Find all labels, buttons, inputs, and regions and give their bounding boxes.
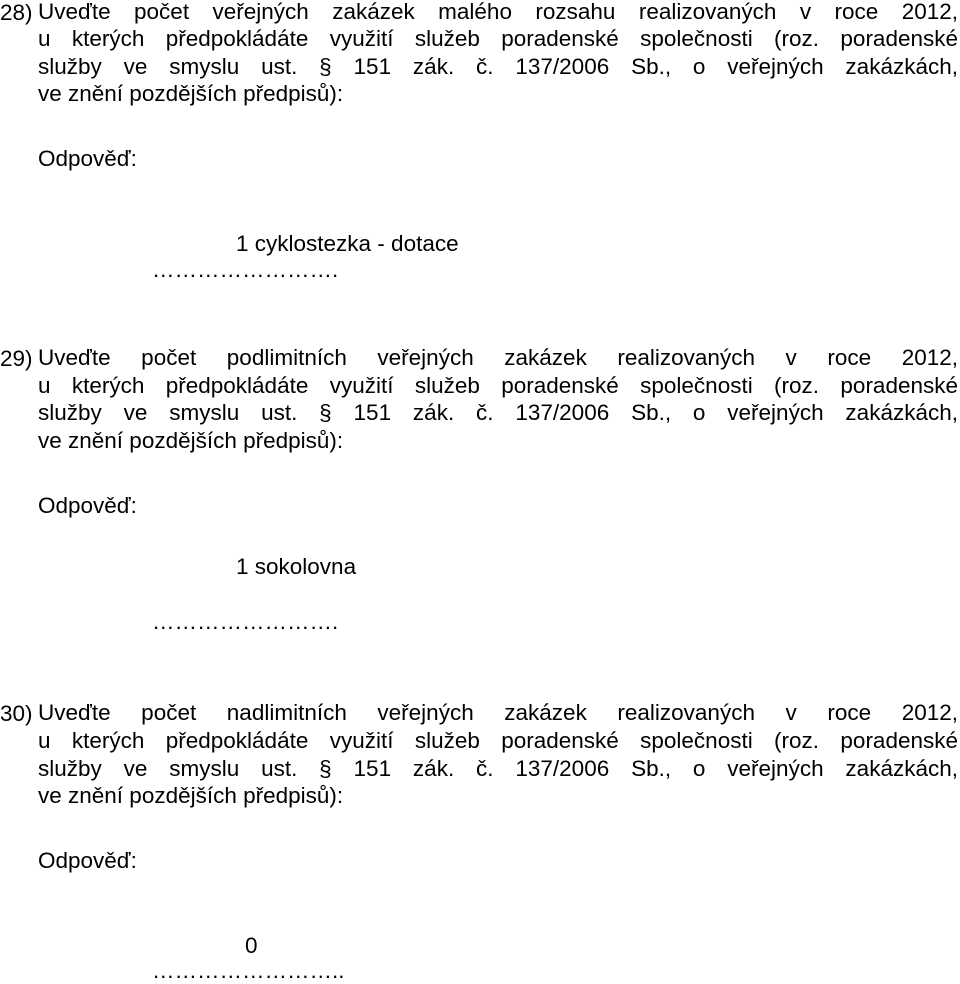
answer-label: Odpověď: xyxy=(38,146,137,171)
question-text-line: služby ve smyslu ust. § 151 zák. č. 137/2006 Sb., o veřejných zakázkách, xyxy=(38,54,958,79)
answer-value: 1 cyklostezka - dotace xyxy=(236,231,459,256)
answer-label: Odpověď: xyxy=(38,493,137,518)
question-text-line: Uveďte počet veřejných zakázek malého rozsahu realizovaných v roce 2012, xyxy=(38,0,958,24)
answer-value: 1 sokolovna xyxy=(236,554,357,579)
question-text-line: služby ve smyslu ust. § 151 zák. č. 137/2006 Sb., o veřejných zakázkách, xyxy=(38,756,958,781)
question-text-line: Uveďte počet podlimitních veřejných zakázek realizovaných v roce 2012, xyxy=(38,345,958,370)
question-text-line: ve znění pozdějších předpisů): xyxy=(38,81,344,106)
question-text-line: služby ve smyslu ust. § 151 zák. č. 137/2006 Sb., o veřejných zakázkách, xyxy=(38,400,958,425)
answer-dots: …………………….. xyxy=(152,958,345,983)
question-text-line: u kterých předpokládáte využití služeb poradenské společnosti (roz. poradenské xyxy=(38,26,958,51)
question-text-line: ve znění pozdějších předpisů): xyxy=(38,428,344,453)
answer-label: Odpověď: xyxy=(38,848,137,873)
answer-value: 0 xyxy=(245,933,258,958)
question-text-line: Uveďte počet nadlimitních veřejných zakázek realizovaných v roce 2012, xyxy=(38,700,958,725)
question-number: 30) xyxy=(0,701,33,726)
question-text-line: u kterých předpokládáte využití služeb poradenské společnosti (roz. poradenské xyxy=(38,373,958,398)
answer-dots: ……………………. xyxy=(152,257,339,282)
question-text-line: ve znění pozdějších předpisů): xyxy=(38,783,344,808)
answer-dots: ……………………. xyxy=(152,609,339,634)
question-number: 28) xyxy=(0,0,33,25)
question-number: 29) xyxy=(0,346,33,371)
question-text-line: u kterých předpokládáte využití služeb poradenské společnosti (roz. poradenské xyxy=(38,728,958,753)
